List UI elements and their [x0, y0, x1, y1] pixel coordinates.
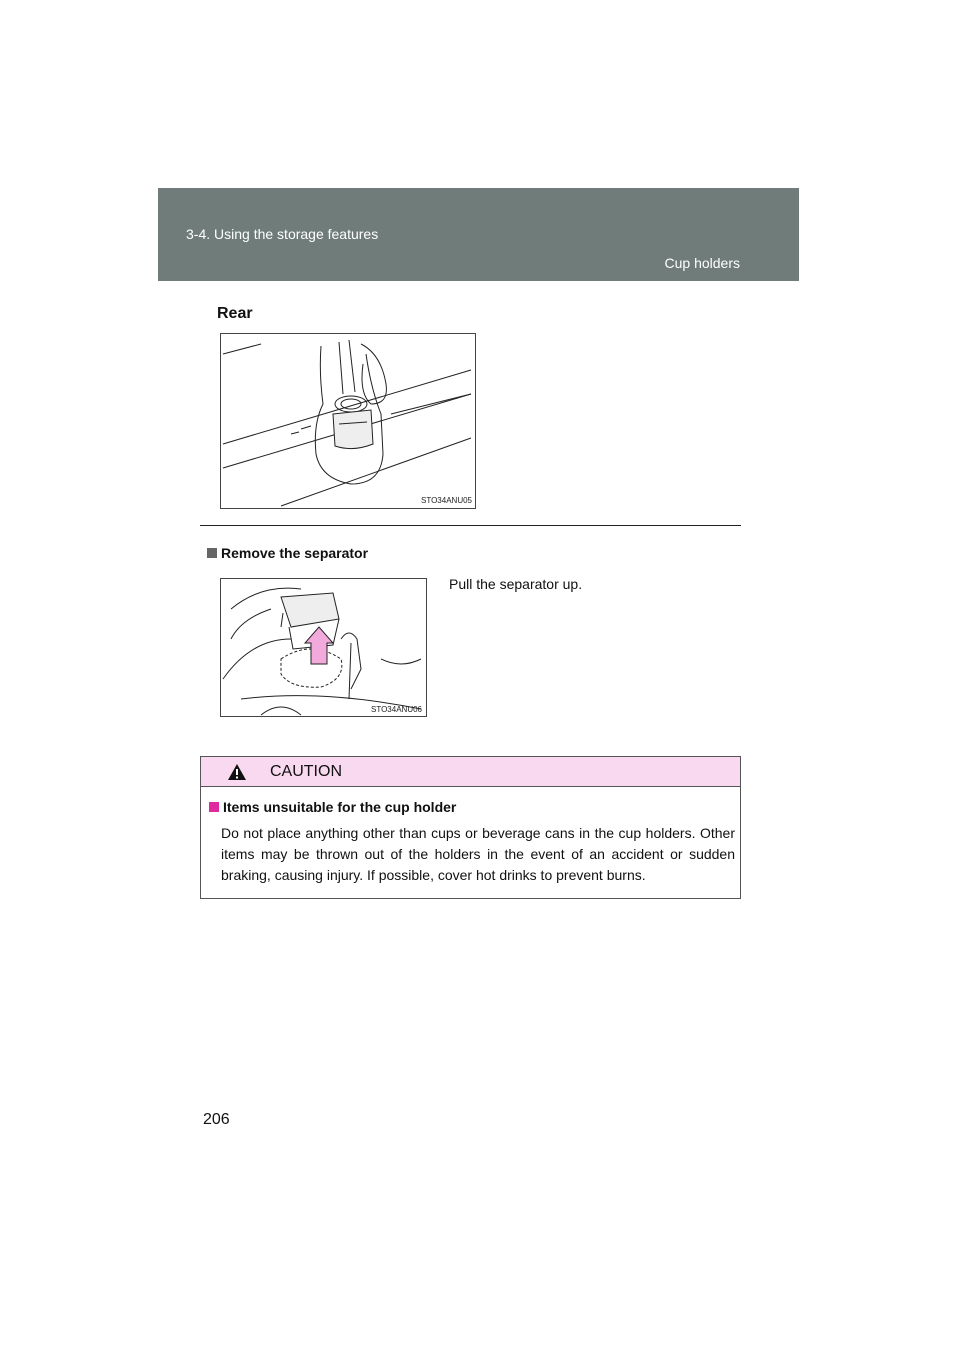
rear-cup-holder-drawing — [221, 334, 475, 508]
square-bullet-icon — [209, 802, 219, 812]
rear-cup-holder-illustration — [220, 333, 476, 509]
page-header — [158, 188, 799, 281]
remove-separator-heading — [207, 545, 368, 561]
caution-box — [200, 756, 741, 899]
caution-header — [201, 757, 740, 787]
rear-label: Rear — [217, 305, 253, 322]
caution-subheading — [209, 799, 456, 815]
section-divider — [200, 525, 741, 526]
caution-body: Do not place anything other than cups or beverage cans in the cup holders. Other items may be thrown out of the holders in the event of an accident or sudden braking, causing injury. If possible, cover hot drinks to prevent burns. — [221, 825, 735, 883]
square-bullet-icon — [207, 548, 217, 558]
figure-code: STO34ANU06 — [371, 705, 422, 714]
page-number: 206 — [203, 1111, 230, 1128]
instruction-text: Pull the separator up. — [449, 576, 583, 592]
figure-code: STO34ANU05 — [421, 496, 472, 505]
page-topic: Cup holders — [664, 255, 740, 271]
remove-separator-heading-text: Remove the separator — [221, 545, 369, 561]
caution-label: CAUTION — [270, 763, 342, 780]
separator-removal-illustration — [220, 578, 427, 717]
section-title: 3-4. Using the storage features — [186, 226, 379, 242]
caution-subheading-text: Items unsuitable for the cup holder — [223, 799, 457, 815]
separator-removal-drawing — [221, 579, 426, 716]
warning-icon — [227, 763, 247, 781]
